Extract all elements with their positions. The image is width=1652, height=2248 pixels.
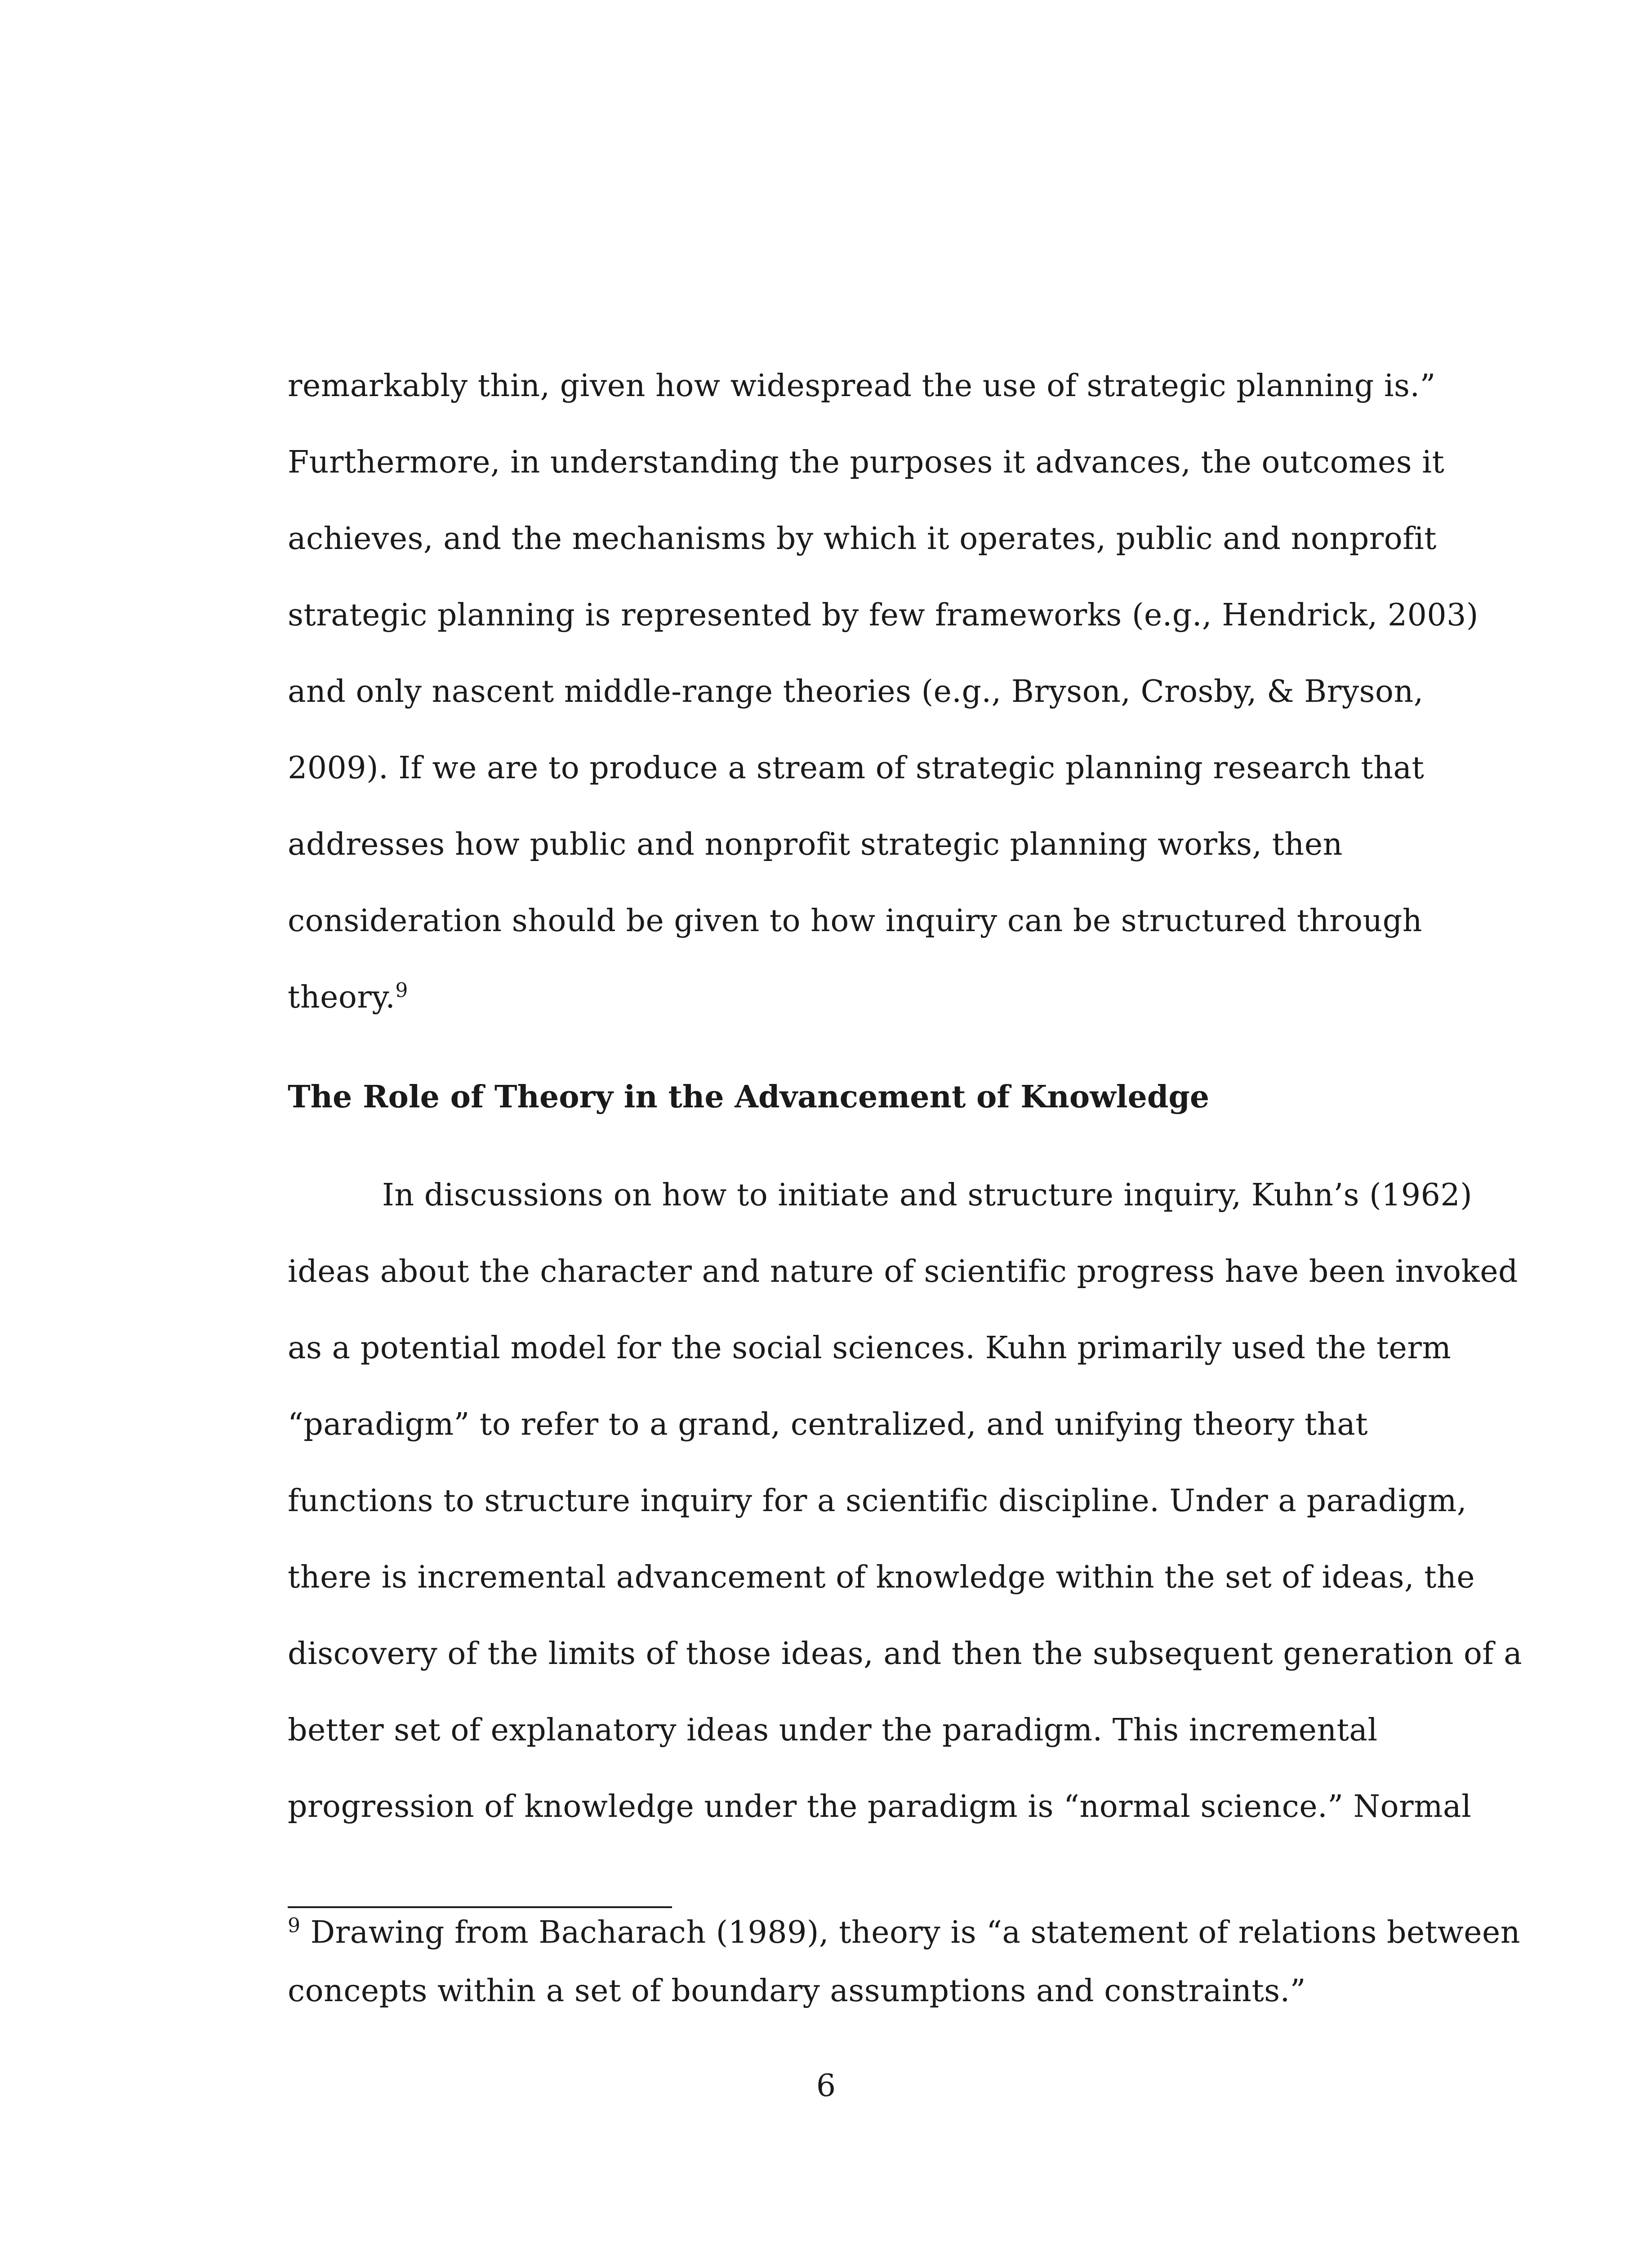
- body-text-line: Furthermore, in understanding the purposes it advances, the outcomes it: [288, 445, 1445, 480]
- body-text-line: progression of knowledge under the paradigm is “normal science.” Normal: [288, 1789, 1472, 1824]
- footnote-text: Drawing from Bacharach (1989), theory is “a statement of relations between: [300, 1915, 1521, 1950]
- footnote-reference: 9: [395, 979, 408, 1002]
- body-text-line: strategic planning is represented by few frameworks (e.g., Hendrick, 2003): [288, 598, 1478, 633]
- section-heading: The Role of Theory in the Advancement of Knowledge: [288, 1079, 1210, 1115]
- body-text-line: ideas about the character and nature of scientific progress have been invoked: [288, 1254, 1518, 1289]
- footnote-line: [288, 1914, 1521, 1950]
- footnote-line: concepts within a set of boundary assumptions and constraints.”: [288, 1973, 1306, 2009]
- footnote-separator: [288, 1906, 672, 1908]
- body-text-line: consideration should be given to how inquiry can be structured through: [288, 903, 1423, 939]
- body-text-line: addresses how public and nonprofit strategic planning works, then: [288, 827, 1343, 862]
- body-text-fragment: theory.: [288, 980, 396, 1015]
- body-text-line: “paradigm” to refer to a grand, centralized, and unifying theory that: [288, 1407, 1368, 1442]
- footnote-marker: 9: [288, 1914, 301, 1937]
- body-text-line: and only nascent middle-range theories (e.g., Bryson, Crosby, & Bryson,: [288, 674, 1424, 709]
- body-text-line: there is incremental advancement of knowledge within the set of ideas, the: [288, 1560, 1475, 1595]
- body-text-line: better set of explanatory ideas under the paradigm. This incremental: [288, 1713, 1378, 1748]
- body-text-line: as a potential model for the social sciences. Kuhn primarily used the term: [288, 1330, 1452, 1366]
- body-text-line: remarkably thin, given how widespread the use of strategic planning is.”: [288, 368, 1436, 404]
- body-text-line: In discussions on how to initiate and structure inquiry, Kuhn’s (1962): [382, 1178, 1473, 1213]
- body-text-line: achieves, and the mechanisms by which it operates, public and nonprofit: [288, 521, 1437, 557]
- body-text-line: [288, 979, 408, 1015]
- body-text-line: functions to structure inquiry for a scientific discipline. Under a paradigm,: [288, 1483, 1467, 1519]
- page-number: 6: [816, 2068, 836, 2104]
- body-text-line: discovery of the limits of those ideas, and then the subsequent generation of a: [288, 1636, 1523, 1672]
- body-text-line: 2009). If we are to produce a stream of strategic planning research that: [288, 750, 1425, 786]
